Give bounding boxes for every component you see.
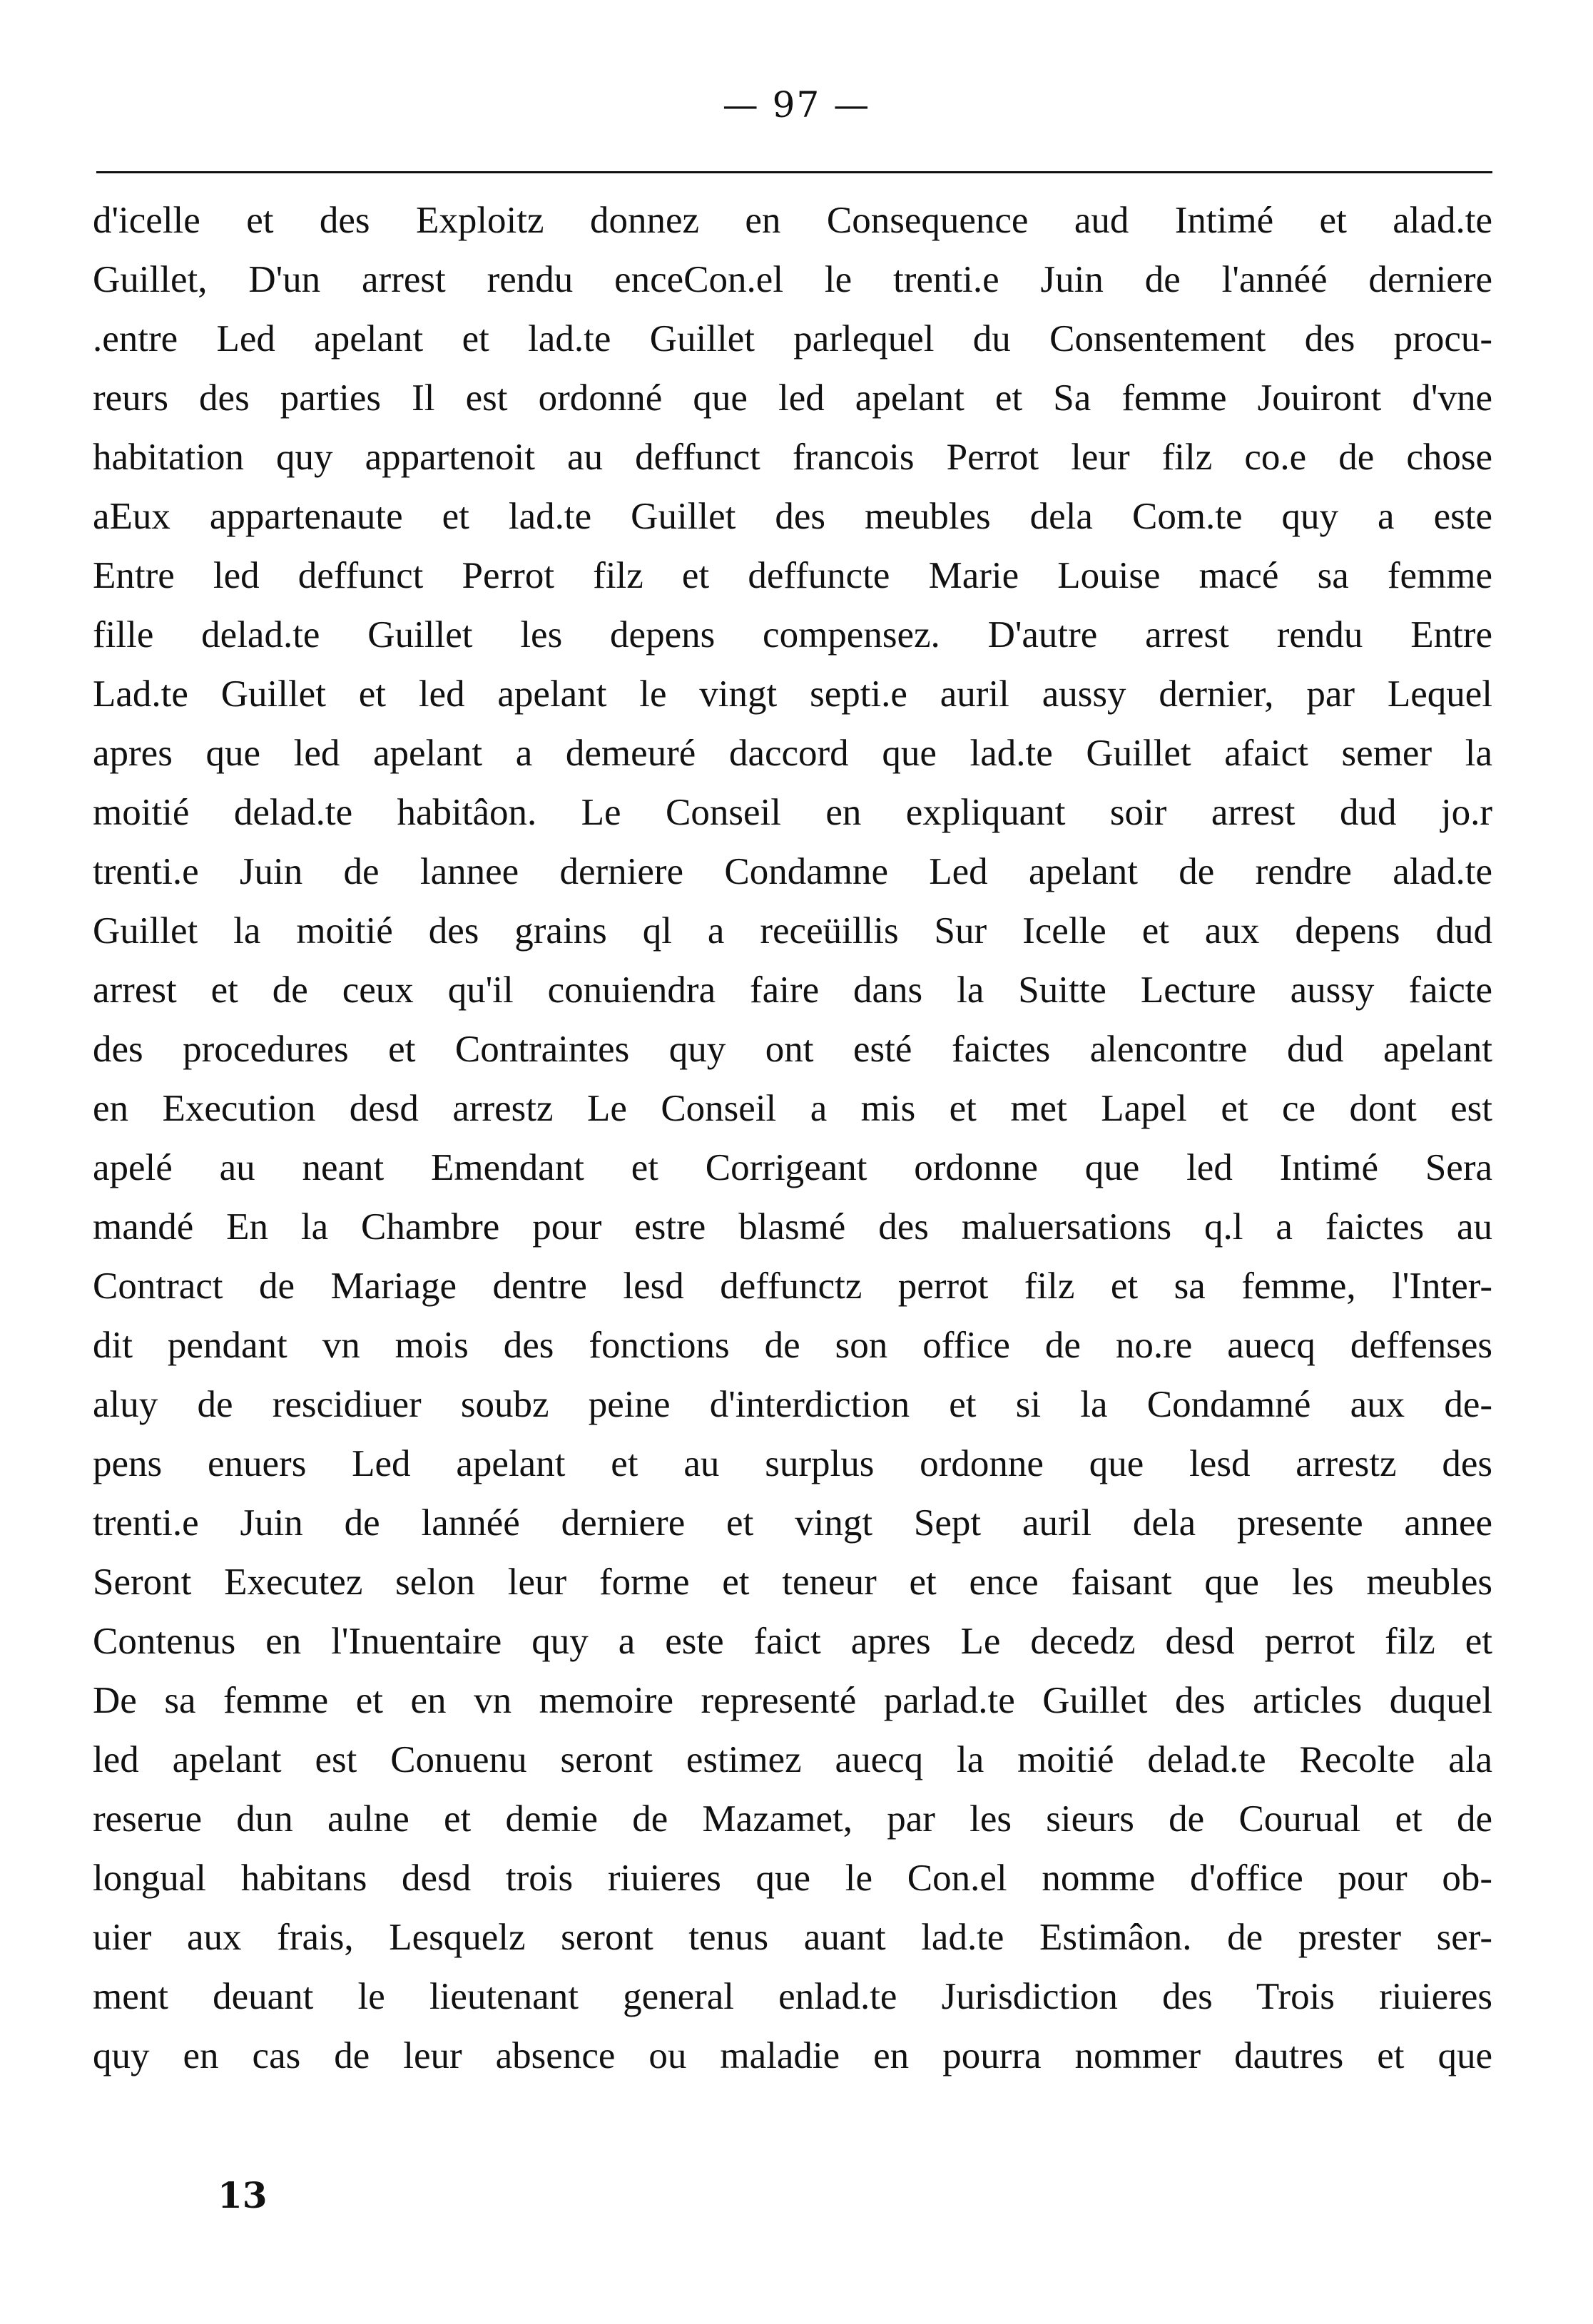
text-line: d'icelle et des Exploitz donnez en Consequence aud Intimé et alad.te <box>93 200 1492 241</box>
text-line: aluy de rescidiuer soubz peine d'interdiction et si la Condamné aux de- <box>93 1384 1492 1425</box>
header-rule <box>96 171 1492 173</box>
text-line: moitié delad.te habitâon. Le Conseil en expliquant soir arrest dud jo.r <box>93 792 1492 833</box>
page-number: — 97 — <box>722 84 871 126</box>
text-line: en Execution desd arrestz Le Conseil a mis et met Lapel et ce dont est <box>93 1088 1492 1129</box>
text-line: uier aux frais, Lesquelz seront tenus auant lad.te Estimâon. de prester ser- <box>93 1917 1492 1958</box>
text-line: des procedures et Contraintes quy ont esté faictes alencontre dud apelant <box>93 1029 1492 1070</box>
text-line: trenti.e Juin de lannéé derniere et vingt Sept auril dela presente annee <box>93 1502 1492 1544</box>
text-line: fille delad.te Guillet les depens compensez. D'autre arrest rendu Entre <box>93 614 1492 656</box>
text-line: arrest et de ceux qu'il conuiendra faire dans la Suitte Lecture aussy faicte <box>93 969 1492 1011</box>
text-line: Entre led deffunct Perrot filz et deffuncte Marie Louise macé sa femme <box>93 555 1492 596</box>
text-line: pens enuers Led apelant et au surplus ordonne que lesd arrestz des <box>93 1443 1492 1484</box>
text-line: ment deuant le lieutenant general enlad.te Jurisdiction des Trois riuieres <box>93 1976 1492 2017</box>
text-line: Contenus en l'Inuentaire quy a este faict apres Le decedz desd perrot filz et <box>93 1621 1492 1662</box>
text-line: habitation quy appartenoit au deffunct francois Perrot leur filz co.e de chose <box>93 437 1492 478</box>
signature-mark: 13 <box>218 2174 268 2216</box>
text-line: Seront Executez selon leur forme et teneur et ence faisant que les meubles <box>93 1561 1492 1603</box>
text-line: aEux appartenaute et lad.te Guillet des meubles dela Com.te quy a este <box>93 496 1492 537</box>
text-line: longual habitans desd trois riuieres que le Con.el nomme d'office pour ob- <box>93 1857 1492 1899</box>
text-line: De sa femme et en vn memoire representé parlad.te Guillet des articles duquel <box>93 1680 1492 1721</box>
text-line: Contract de Mariage dentre lesd deffunctz perrot filz et sa femme, l'Inter- <box>93 1265 1492 1307</box>
text-line: reurs des parties Il est ordonné que led apelant et Sa femme Jouiront d'vne <box>93 377 1492 419</box>
text-line: reserue dun aulne et demie de Mazamet, par les sieurs de Courual et de <box>93 1798 1492 1840</box>
text-line: Lad.te Guillet et led apelant le vingt septi.e auril aussy dernier, par Lequel <box>93 673 1492 715</box>
text-line: apelé au neant Emendant et Corrigeant ordonne que led Intimé Sera <box>93 1147 1492 1188</box>
text-line: dit pendant vn mois des fonctions de son office de no.re auecq deffenses <box>93 1325 1492 1366</box>
text-line: mandé En la Chambre pour estre blasmé des maluersations q.l a faictes au <box>93 1206 1492 1248</box>
text-line: .entre Led apelant et lad.te Guillet parlequel du Consentement des procu- <box>93 318 1492 360</box>
text-line: Guillet la moitié des grains ql a receüillis Sur Icelle et aux depens dud <box>93 910 1492 952</box>
text-line: led apelant est Conuenu seront estimez auecq la moitié delad.te Recolte ala <box>93 1739 1492 1780</box>
text-line: quy en cas de leur absence ou maladie en pourra nommer dautres et que <box>93 2035 1492 2076</box>
text-line: Guillet, D'un arrest rendu enceCon.el le trenti.e Juin de l'annéé derniere <box>93 259 1492 300</box>
text-line: apres que led apelant a demeuré daccord que lad.te Guillet afaict semer la <box>93 733 1492 774</box>
body-text <box>93 191 1492 2086</box>
text-line: trenti.e Juin de lannee derniere Condamne Led apelant de rendre alad.te <box>93 851 1492 892</box>
